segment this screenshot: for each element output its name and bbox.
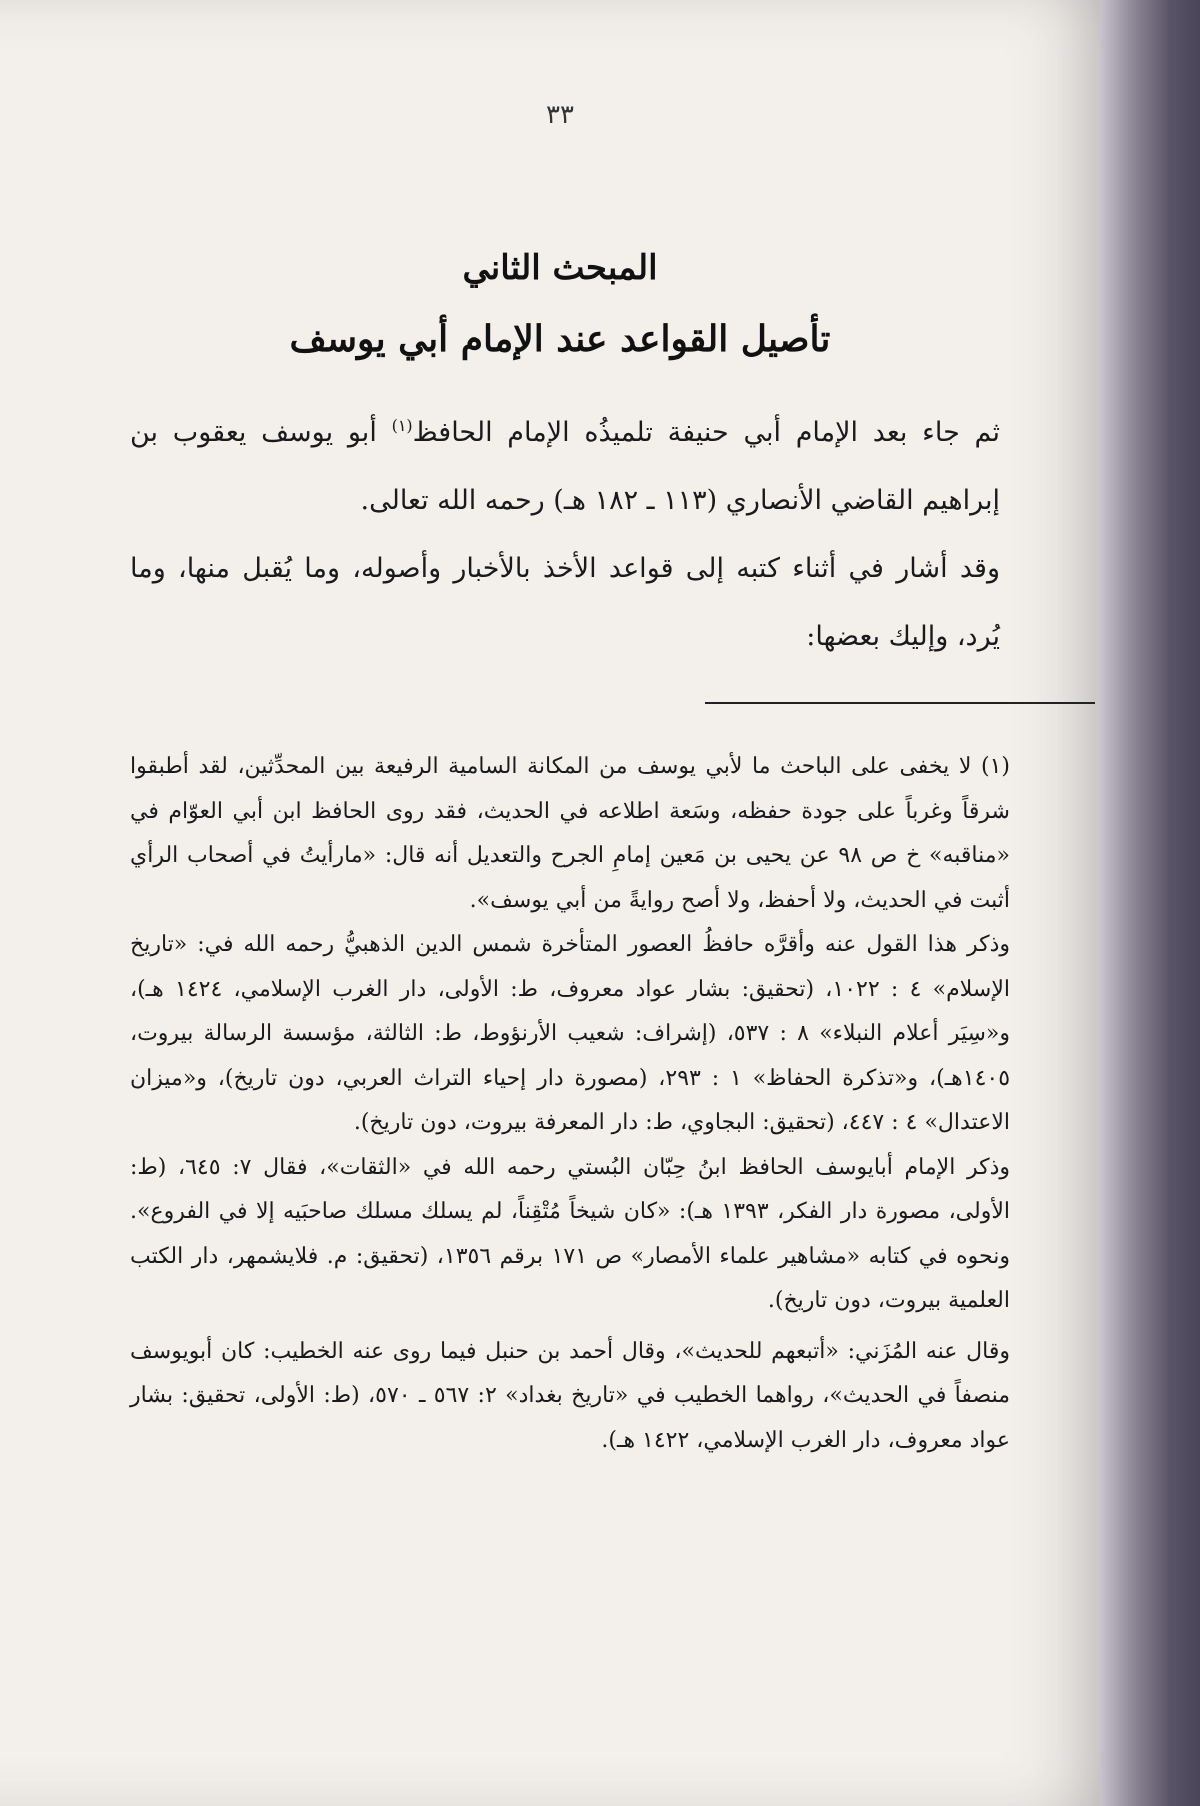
footnote-1-cont-b: وذكر الإمام أبايوسف الحافظ ابنُ حِبّان البُستي رحمه الله في «الثقات»، فقال ٧: ٦٤٥، (ط: الأولى، مصورة دار الفكر، ١٣٩٣ هـ): «كان شيخاً مُتْقِناً، لم يسلك مسلك صاحبَيه إلا في الفروع». ونحوه في كتابه «مشاهير علماء الأمصار» ص ١٧١ برقم ١٣٥٦، (تحقيق: م. فلايشمهر، دار الكتب العلمية بيروت، دون تاريخ).	[130, 1154, 1011, 1313]
paragraph-2: وقد أشار في أثناء كتبه إلى قواعد الأخذ بالأخبار وأصوله، وما يُقبل منها، وما يُرد، وإليك بعضها:	[130, 553, 1000, 652]
footnote-1-cont-c: وقال عنه المُزَني: «أتبعهم للحديث»، وقال أحمد بن حنبل فيما روى عنه الخطيب: كان أبويوسف منصفاً في الحديث»، رواهما الخطيب في «تاريخ بغداد» ٢: ٥٦٧ ـ ٥٧٠، (ط: الأولى، تحقيق: بشار عواد معروف، دار الغرب الإسلامي، ١٤٢٢ هـ).	[130, 1338, 1011, 1453]
footnote-marker: (١)	[391, 416, 413, 435]
footnote-1: (١) لا يخفى على الباحث ما لأبي يوسف من المكانة السامية الرفيعة بين المحدِّثين، لقد أطبقوا شرقاً وغرباً على جودة حفظه، وسَعة اطلاعه في الحديث، فقد روى الحافظ ابن أبي العوّام في «مناقبه» خ ص ٩٨ عن يحيى بن مَعين إمامِ الجرح والتعديل أنه قال: «مارأيتُ في أصحاب الرأي أثبت في الحديث، ولا أحفظ، ولا أصح روايةً من أبي يوسف».	[130, 754, 1010, 913]
footnote-1-cont-a: وذكر هذا القول عنه وأقرَّه حافظُ العصور المتأخرة شمس الدين الذهبيُّ رحمه الله في: «تاريخ الإسلام» ٤ : ١٠٢٢، (تحقيق: بشار عواد معروف، ط: الأولى، دار الغرب الإسلامي، ١٤٢٤ هـ)، و«سِيَر أعلام النبلاء» ٨ : ٥٣٧، (إشراف: شعيب الأرنؤوط، ط: الثالثة، مؤسسة الرسالة بيروت، ١٤٠٥هـ)، و«تذكرة الحفاظ» ١ : ٢٩٣، (مصورة دار إحياء التراث العربي، دون تاريخ)، و«ميزان الاعتدال» ٤ : ٤٤٧، (تحقيق: البجاوي، ط: دار المعرفة بيروت، دون تاريخ).	[130, 932, 1011, 1135]
section-title: تأصيل القواعد عند الإمام أبي يوسف	[289, 318, 831, 360]
main-text	[130, 392, 1000, 671]
page-number: ٣٣	[546, 100, 574, 130]
footnote-separator	[705, 702, 1095, 704]
section-heading: المبحث الثاني	[462, 248, 658, 288]
footnotes	[130, 745, 1010, 1463]
paragraph-1-start: ثم جاء بعد الإمام أبي حنيفة تلميذُه الإمام الحافظ	[412, 417, 1000, 448]
paragraph-1	[130, 392, 1000, 535]
page-edge-shadow	[1100, 0, 1200, 1806]
paragraph-1-end: أبو يوسف يعقوب بن إبراهيم القاضي الأنصاري (١١٣ ـ ١٨٢ هـ) رحمه الله تعالى.	[130, 417, 1000, 516]
